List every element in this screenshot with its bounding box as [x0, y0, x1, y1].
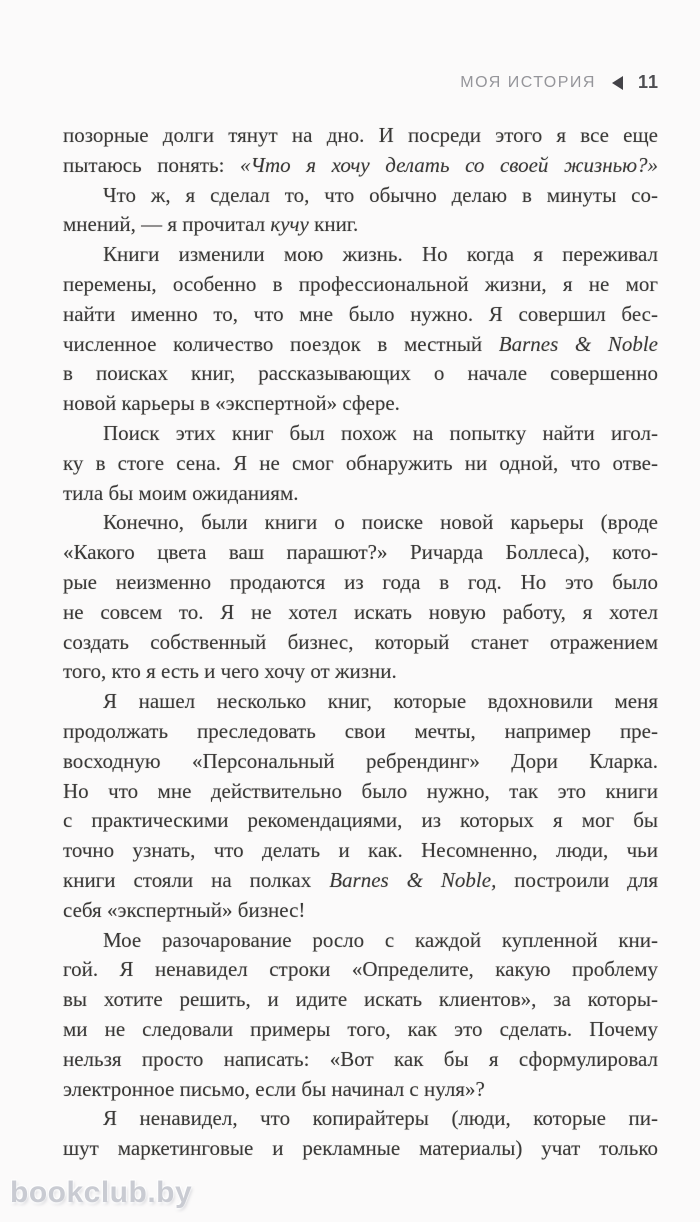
text-segment: восходную «Персональный ребрендинг» Дори Кларка.: [63, 748, 658, 773]
text-segment: Конечно, были книги о поиске новой карьеры (вроде: [103, 510, 658, 535]
text-line: [63, 598, 658, 628]
running-head: [460, 72, 659, 93]
text-segment: Что ж, я сделал то, что обычно делаю в минуты со-: [103, 182, 658, 207]
text-segment: себя «экспертный» бизнес!: [63, 897, 306, 922]
text-line: [63, 389, 658, 419]
text-line: [63, 777, 658, 807]
text-line: [63, 687, 658, 717]
text-segment: книг.: [308, 212, 359, 237]
text-line: [63, 1134, 658, 1164]
text-segment: позорные долги тянут на дно. И посреди этого я все еще: [63, 123, 658, 147]
text-segment: Поиск этих книг был похож на попытку найти игол-: [103, 420, 658, 445]
text-line: [63, 926, 658, 956]
text-segment: не совсем то. Я не хотел искать новую работу, я хотел: [63, 599, 658, 624]
section-title: МОЯ ИСТОРИЯ: [460, 73, 596, 91]
text-line: [63, 806, 658, 836]
text-line: [63, 151, 658, 181]
text-segment: тила бы моим ожиданиям.: [63, 480, 299, 505]
text-line: [63, 1075, 658, 1105]
text-line: [63, 1045, 658, 1075]
text-segment: пытаюсь понять:: [63, 152, 241, 177]
text-line: [63, 657, 658, 687]
text-segment: численное количество поездок в местный: [63, 331, 499, 356]
text-line: [63, 359, 658, 389]
text-line: [63, 240, 658, 270]
text-line: [63, 896, 658, 926]
text-segment: Мое разочарование росло с каждой купленной кни-: [103, 927, 658, 952]
text-segment: создать собственный бизнес, который станет отражением: [63, 629, 658, 654]
text-segment: продолжать преследовать свои мечты, например пре-: [63, 718, 658, 743]
text-line: [63, 1104, 658, 1134]
text-segment: точно узнать, что делать и как. Несомненно, люди, чьи: [63, 838, 658, 863]
text-line: [63, 955, 658, 985]
text-line: [63, 449, 658, 479]
text-segment: рые неизменно продаются из года в год. Но это было: [63, 569, 658, 594]
text-line: [63, 747, 658, 777]
text-line: [63, 300, 658, 330]
italic-text-segment: Barnes & Noble: [498, 331, 658, 356]
text-segment: Я ненавидел, что копирайтеры (люди, которые пи-: [103, 1106, 658, 1131]
text-segment: с практическими рекомендациями, из которых я мог бы: [63, 808, 658, 833]
text-segment: перемены, особенно в профессиональной жизни, я не мог: [63, 271, 658, 296]
text-line: [63, 270, 658, 300]
page-number: 11: [637, 72, 659, 92]
text-segment: Но что мне действительно было нужно, так это книги: [63, 778, 658, 803]
text-line: [63, 717, 658, 747]
italic-text-segment: «Что я хочу делать со своей жизнью?»: [240, 152, 658, 177]
body-text: [63, 121, 658, 1164]
italic-text-segment: кучу: [270, 212, 309, 237]
text-segment: мнений, — я прочитал: [63, 212, 271, 237]
text-line: [63, 210, 658, 240]
text-segment: гой. Я ненавидел строки «Определите, какую проблему: [63, 957, 658, 982]
text-segment: ку в стоге сена. Я не смог обнаружить ни одной, что отве-: [63, 450, 658, 475]
text-segment: электронное письмо, если бы начинал с нуля»?: [63, 1076, 485, 1101]
text-segment: того, кто я есть и чего хочу от жизни.: [63, 659, 397, 684]
watermark: bookclub.by: [10, 1176, 193, 1209]
text-segment: ми не следовали примеры того, как это сделать. Почему: [63, 1016, 658, 1041]
text-segment: нельзя просто написать: «Вот как бы я сформулировал: [63, 1046, 658, 1071]
text-segment: Книги изменили мою жизнь. Но когда я переживал: [103, 242, 658, 267]
text-segment: в поисках книг, рассказывающих о начале совершенно: [63, 361, 658, 386]
text-segment: новой карьеры в «экспертной» сфере.: [63, 391, 400, 416]
text-line: [63, 836, 658, 866]
text-line: [63, 121, 658, 151]
text-line: [63, 181, 658, 211]
text-line: [63, 538, 658, 568]
text-line: [63, 568, 658, 598]
text-segment: построили для: [496, 867, 659, 892]
text-line: [63, 330, 658, 360]
left-triangle-icon: [612, 76, 623, 90]
text-line: [63, 419, 658, 449]
text-line: [63, 479, 658, 509]
text-line: [63, 985, 658, 1015]
text-line: [63, 628, 658, 658]
text-segment: шут маркетинговые и рекламные материалы) учат только: [63, 1136, 658, 1161]
text-line: [63, 866, 658, 896]
text-segment: вы хотите решить, и идите искать клиентов», за которы-: [63, 987, 658, 1012]
text-line: [63, 508, 658, 538]
text-segment: «Какого цвета ваш парашют?» Ричарда Боллеса), кото-: [63, 540, 658, 565]
italic-text-segment: Barnes & Noble,: [329, 867, 497, 892]
text-segment: Я нашел несколько книг, которые вдохновили меня: [103, 689, 658, 714]
text-segment: книги стояли на полках: [63, 867, 330, 892]
text-line: [63, 1015, 658, 1045]
text-segment: найти именно то, что мне было нужно. Я совершил бес-: [63, 301, 658, 326]
